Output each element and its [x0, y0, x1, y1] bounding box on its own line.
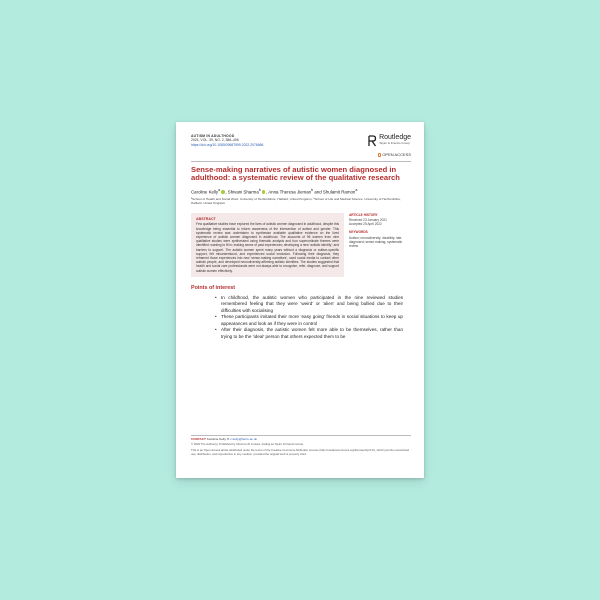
open-access-badge — [378, 152, 411, 157]
keywords-heading: KEYWORDS — [349, 230, 368, 235]
keywords-list: Autism; neurodiversity; disability; late-diagnosed; sense-making; systematic review — [349, 235, 403, 249]
routledge-logo-icon — [367, 134, 377, 146]
footer — [191, 435, 411, 457]
accepted-date: Accepted 25 April 2022 — [349, 222, 382, 227]
paper-page — [176, 122, 424, 478]
list-item: • In childhood, the autistic women who participated in the nine reviewed studies remembered feeling that they were ‘weird’ or ‘alien’ and being bullied due to their difficulties with socialising — [221, 295, 411, 315]
publisher-block — [367, 134, 411, 146]
orcid-icon[interactable] — [221, 190, 225, 194]
contact-line: CONTACT Caroline Kelly ✉ c.kelly@herts.ac.uk — [191, 436, 258, 441]
publisher-sub: Taylor & Francis Group — [379, 141, 410, 145]
doi-link[interactable]: https://doi.org/10.1080/09687599.2022.2076666 — [191, 142, 264, 147]
received-date: Received 23 January 2021 — [349, 218, 387, 223]
affiliations: ªSchool of Health and Social Work, University of Hertfordshire, Hatfield, United Kingdom; ᵇSchool of Life and Medical Science, University of Hertfordshire, Hatfield, United Kingdom — [191, 196, 401, 205]
journal-name: AUTISM IN ADULTHOOD — [191, 134, 235, 138]
abstract-text: Few qualitative studies have explored the lives of autistic women diagnosed in adulthood, despite this knowledge being essential to inform awareness of the intersection of autism and gender. This systematic review was undertaken to synthesise available qualitative evidence on the lived experience of autistic women diagnosed in adulthood. The accounts of 96 women from nine qualitative studies were synthesised using thematic analysis and four superordinate themes were identified: wanting to fit in; making sense of past experiences; developing a new ‘autistic identity’; and barriers to support. The autistic women spent many years without a diagnosis or autism-specific support, felt misunderstood, and experienced social exclusion. Following their diagnosis, they reframed those experiences into new ‘sense-making narratives’, used social media to contact other autistic people, and developed neurodiversity-affirming autistic identities. The studies suggested that health and social care professionals were not always able to recognise, refer, diagnose, and support autistic women effectively. — [196, 222, 339, 273]
author-list: Caroline Kelly$^a$ , Shivani Sharma$^b$ , Anna Theresa Jieman$^b$ and Shulamit Ramon$^a$ — [191, 187, 358, 195]
header — [191, 134, 411, 160]
author-name: Shulamit Ramon — [322, 189, 356, 195]
points-list — [191, 295, 411, 341]
contact-email[interactable]: c.kelly@herts.ac.uk — [230, 436, 258, 441]
license-text: This is an Open Access article distributed under the terms of the Creative Commons Attribution License (http://creativecommons.org/licenses/by/4.0/), which permits unrestricted use, distribution, and reproduction in any medium, provided the original work is properly cited. — [191, 448, 410, 456]
article-title: Sense-making narratives of autistic women diagnosed in adulthood: a systematic review of the qualitative research — [191, 164, 400, 183]
author-name: Shivani Sharma — [227, 189, 259, 195]
list-item: • After their diagnosis, the autistic women felt more able to be themselves, rather than trying to be the ‘ideal’ person that others expected them to be — [221, 327, 411, 340]
footer-rule — [191, 435, 411, 436]
history-heading: ARTICLE HISTORY — [349, 212, 378, 217]
journal-volume: 2024, VOL. 39, NO. 2, 386–406 — [191, 138, 239, 143]
copyright-text: © 2022 The Author(s). Published by Informa UK Limited, trading as Taylor & Francis Group. — [191, 442, 304, 447]
publisher-name: Routledge — [379, 134, 411, 141]
abstract-heading: ABSTRACT — [196, 216, 216, 221]
contact-name: Caroline Kelly — [206, 436, 226, 441]
open-lock-icon — [378, 153, 381, 157]
email-icon: ✉ — [226, 436, 230, 441]
points-heading: Points of interest — [191, 284, 236, 291]
open-access-label: OPEN ACCESS — [382, 152, 411, 157]
abstract-row — [191, 213, 411, 277]
author-name: Caroline Kelly — [191, 189, 219, 195]
orcid-icon[interactable] — [262, 190, 266, 194]
article-meta — [349, 213, 411, 277]
abstract-box — [191, 213, 344, 277]
author-name: Anna Theresa Jieman — [268, 189, 312, 195]
list-item: • These participants imitated their more ‘easy going’ friends in social situations to keep up appearances and look as if they were in control — [221, 314, 411, 327]
header-rule — [191, 161, 411, 162]
